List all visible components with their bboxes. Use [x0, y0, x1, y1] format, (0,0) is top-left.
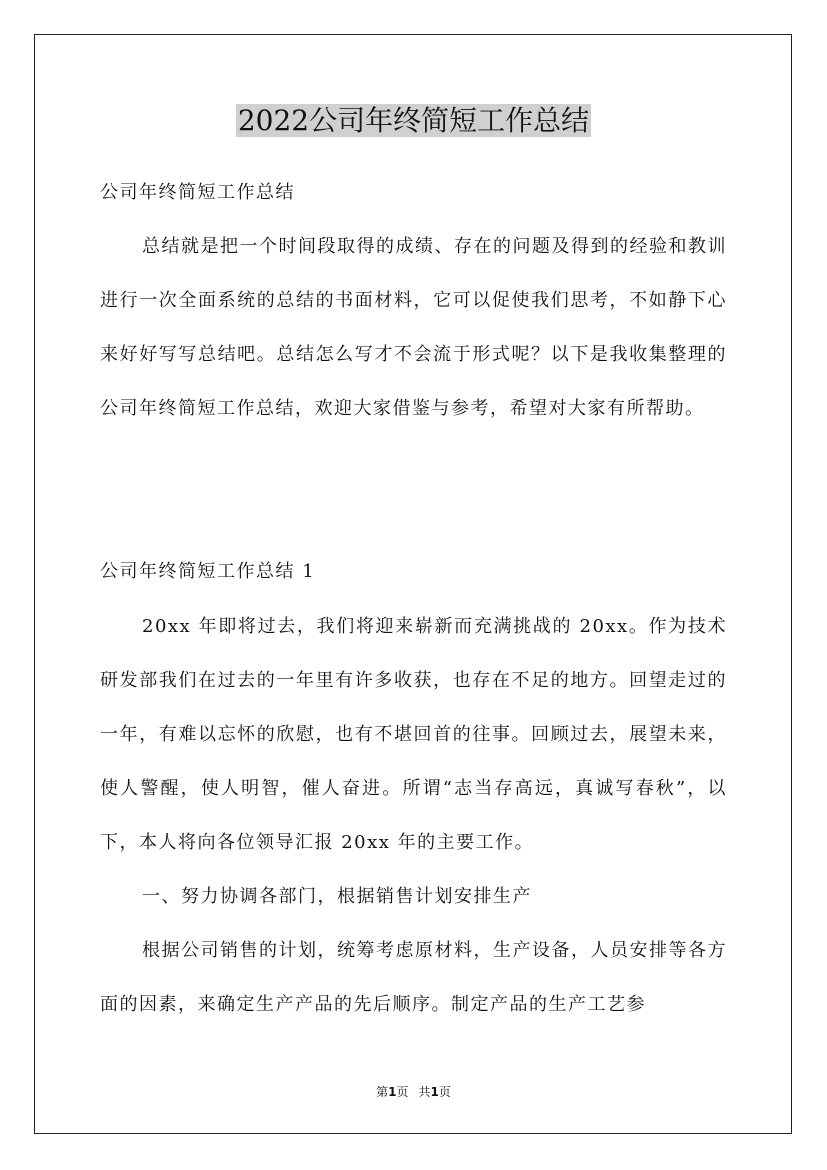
paragraph-2: 根据公司销售的计划，统筹考虑原材料，生产设备，人员安排等各方面的因素，来确定生产产品的先后顺序。制定产品的生产工艺参 — [100, 940, 727, 1015]
page-footer — [0, 1083, 827, 1100]
document-title-text: 2022公司年终简短工作总结 — [237, 104, 590, 137]
page-number: 1 — [388, 1085, 397, 1099]
section-title: 公司年终简短工作总结 1 — [100, 561, 316, 582]
intro-paragraph: 总结就是把一个时间段取得的成绩、存在的问题及得到的经验和教训进行一次全面系统的总结的书面材料，它可以促使我们思考，不如静下心来好好写写总结吧。总结怎么写才不会流于形式呢？以下是我收集整理的公司年终简短工作总结，欢迎大家借鉴与参考，希望对大家有所帮助。 — [100, 236, 727, 419]
total-prefix: 共 — [418, 1085, 431, 1099]
total-suffix: 页 — [438, 1085, 451, 1099]
page-suffix: 页 — [396, 1085, 409, 1099]
paragraph-1: 20xx 年即将过去，我们将迎来崭新而充满挑战的 20xx。作为技术研发部我们在过去的一年里有许多收获，也存在不足的地方。回望走过的一年，有难以忘怀的欣慰，也有不堪回首的往事。回顾过去，展望未来，使人警醒，使人明智，催人奋进。所谓“志当存高远，真诚写春秋”，以下，本人将向各位领导汇报 20xx 年的主要工作。 — [100, 616, 727, 853]
heading-1: 一、努力协调各部门，根据销售计划安排生产 — [142, 886, 532, 907]
total-pages: 1 — [430, 1085, 439, 1099]
document-title — [0, 100, 827, 142]
page-prefix: 第 — [376, 1085, 389, 1099]
document-subtitle: 公司年终简短工作总结 — [100, 182, 295, 203]
